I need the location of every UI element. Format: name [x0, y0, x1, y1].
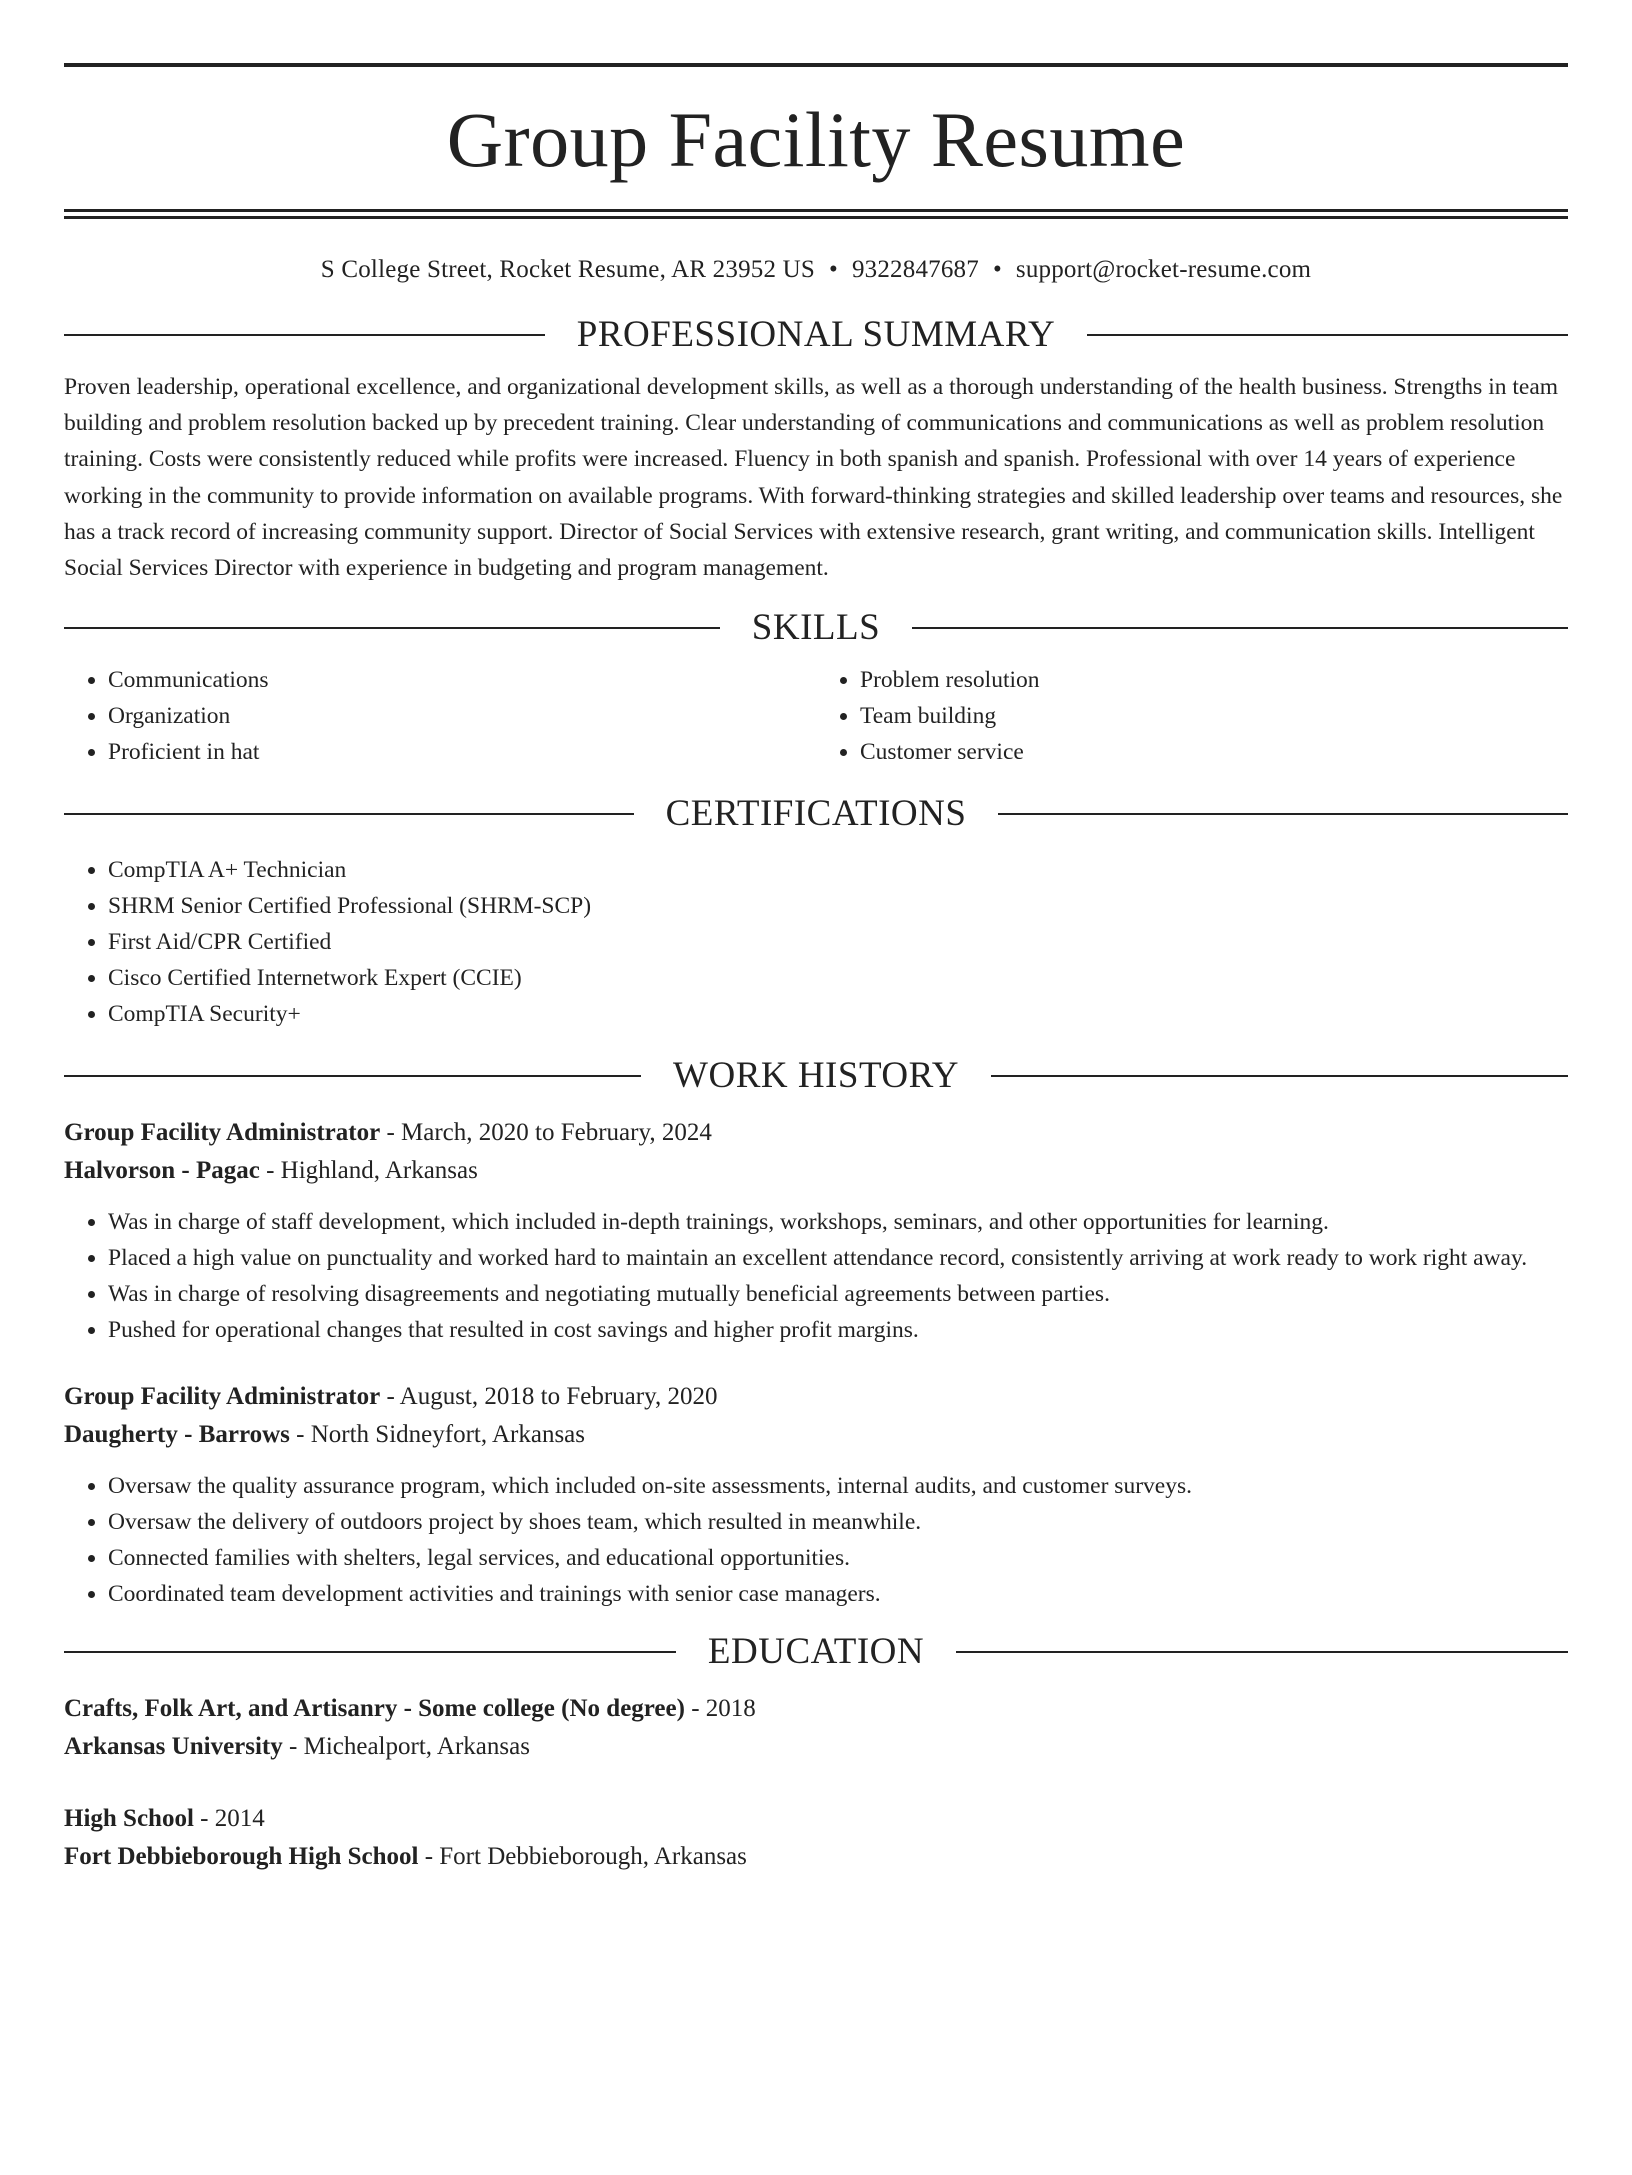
job-bullet: • Was in charge of staff development, which included in-depth trainings, workshops, seminars, and other opportunities for learning. [108, 1204, 1568, 1240]
heading-rule-right [912, 627, 1568, 629]
education-degree: High School [64, 1805, 194, 1833]
heading-rule-left [64, 813, 634, 815]
education-school: Arkansas University [64, 1733, 283, 1761]
education-location: - Michealport, Arkansas [282, 1733, 530, 1761]
job-dates: - March, 2020 to February, 2024 [380, 1119, 712, 1147]
job-title-line [64, 1114, 1568, 1152]
job-company-line [64, 1152, 1568, 1190]
job-bullet: • Coordinated team development activities and trainings with senior case managers. [108, 1576, 1568, 1612]
education-location: - Fort Debbieborough, Arkansas [418, 1843, 747, 1871]
education-degree-line [64, 1690, 1568, 1728]
resume-page [0, 63, 1632, 2175]
heading-rule-right [1087, 334, 1568, 336]
job-bullet: • Connected families with shelters, legal services, and educational opportunities. [108, 1540, 1568, 1576]
heading-rule-right [998, 813, 1568, 815]
heading-rule-right [956, 1651, 1568, 1653]
work-history-heading-text: WORK HISTORY [673, 1055, 959, 1097]
heading-rule-left [64, 1075, 641, 1077]
certification-item: • First Aid/CPR Certified [108, 924, 1568, 960]
heading-rule-left [64, 1651, 676, 1653]
education-school-line [64, 1838, 1568, 1876]
job-bullets [64, 1204, 1568, 1348]
resume-title: Group Facility Resume [446, 96, 1186, 183]
contact-email: support@rocket-resume.com [1015, 256, 1312, 283]
certification-item: • CompTIA Security+ [108, 996, 1568, 1032]
education-year: - 2014 [193, 1805, 265, 1833]
contact-separator: • [992, 256, 1002, 283]
certification-item: • CompTIA A+ Technician [108, 852, 1568, 888]
skills-column-right [816, 662, 1568, 770]
job-entry [64, 1378, 1568, 1612]
skill-item: • Proficient in hat [108, 734, 816, 770]
skills-column-left [64, 662, 816, 770]
work-history-heading [64, 1054, 1568, 1098]
contact-line [64, 255, 1568, 285]
job-bullet: • Pushed for operational changes that resulted in cost savings and higher profit margins. [108, 1312, 1568, 1348]
heading-rule-left [64, 627, 720, 629]
skill-item: • Organization [108, 698, 816, 734]
education-heading-text: EDUCATION [707, 1631, 925, 1673]
education-school: Fort Debbieborough High School [64, 1843, 419, 1871]
skill-item: • Customer service [860, 734, 1568, 770]
education-degree: Crafts, Folk Art, and Artisanry - Some college (No degree) [64, 1695, 685, 1723]
education-entry [64, 1800, 1568, 1876]
summary-heading [64, 313, 1568, 357]
education-year: - 2018 [684, 1695, 756, 1723]
job-title-line [64, 1378, 1568, 1416]
skills-heading [64, 606, 1568, 650]
education-heading [64, 1630, 1568, 1674]
education-entry [64, 1690, 1568, 1766]
contact-separator: • [829, 256, 838, 283]
certification-item: • Cisco Certified Internetwork Expert (CCIE) [108, 960, 1568, 996]
job-dates: - August, 2018 to February, 2020 [380, 1383, 718, 1411]
job-bullets [64, 1468, 1568, 1612]
job-bullet: • Was in charge of resolving disagreements and negotiating mutually beneficial agreements between parties. [108, 1276, 1568, 1312]
heading-rule-left [64, 334, 545, 336]
job-title: Group Facility Administrator [64, 1119, 381, 1147]
top-rule [64, 63, 1568, 67]
education-degree-line [64, 1800, 1568, 1838]
job-company-line [64, 1416, 1568, 1454]
summary-heading-text: PROFESSIONAL SUMMARY [576, 314, 1056, 355]
title-double-rule [64, 209, 1568, 219]
contact-address: S College Street, Rocket Resume, AR 23952 US [320, 256, 815, 283]
job-bullet: • Placed a high value on punctuality and worked hard to maintain an excellent attendance record, consistently arriving at work ready to work right away. [108, 1240, 1568, 1276]
job-entry [64, 1114, 1568, 1348]
certifications-heading [64, 792, 1568, 836]
skill-item: • Team building [860, 698, 1568, 734]
certifications-list [64, 852, 1568, 1032]
contact-phone: 9322847687 [851, 256, 979, 283]
summary-text: Proven leadership, operational excellence, and organizational development skills, as well as a thorough understanding of the health business. Strengths in team building and problem resolution backed up by precedent training. Clear understanding of communications and communications as well as problem resolution training. Costs were consistently reduced while profits were increased. Fluency in both spanish and spanish. Professional with over 14 years of experience working in the community to provide information on available programs. With forward-thinking strategies and skilled leadership over teams and resources, she has a track record of increasing community support. Director of Social Services with extensive research, grant writing, and communication skills. Intelligent Social Services Director with experience in budgeting and program management. [64, 374, 1563, 582]
skill-item: • Problem resolution [860, 662, 1568, 698]
job-bullet: • Oversaw the delivery of outdoors project by shoes team, which resulted in meanwhile. [108, 1504, 1568, 1540]
skills-heading-text: SKILLS [751, 607, 881, 649]
education-school-line [64, 1728, 1568, 1766]
job-location: - Highland, Arkansas [259, 1157, 478, 1185]
job-bullet: • Oversaw the quality assurance program, which included on-site assessments, internal audits, and customer surveys. [108, 1468, 1568, 1504]
heading-rule-right [991, 1075, 1568, 1077]
job-company: Halvorson - Pagac [64, 1157, 260, 1185]
job-company: Daugherty - Barrows [64, 1421, 290, 1449]
job-location: - North Sidneyfort, Arkansas [289, 1421, 585, 1449]
certifications-heading-text: CERTIFICATIONS [665, 793, 967, 835]
skill-item: • Communications [108, 662, 816, 698]
certification-item: • SHRM Senior Certified Professional (SHRM-SCP) [108, 888, 1568, 924]
skills-list [64, 662, 1568, 770]
job-title: Group Facility Administrator [64, 1383, 381, 1411]
